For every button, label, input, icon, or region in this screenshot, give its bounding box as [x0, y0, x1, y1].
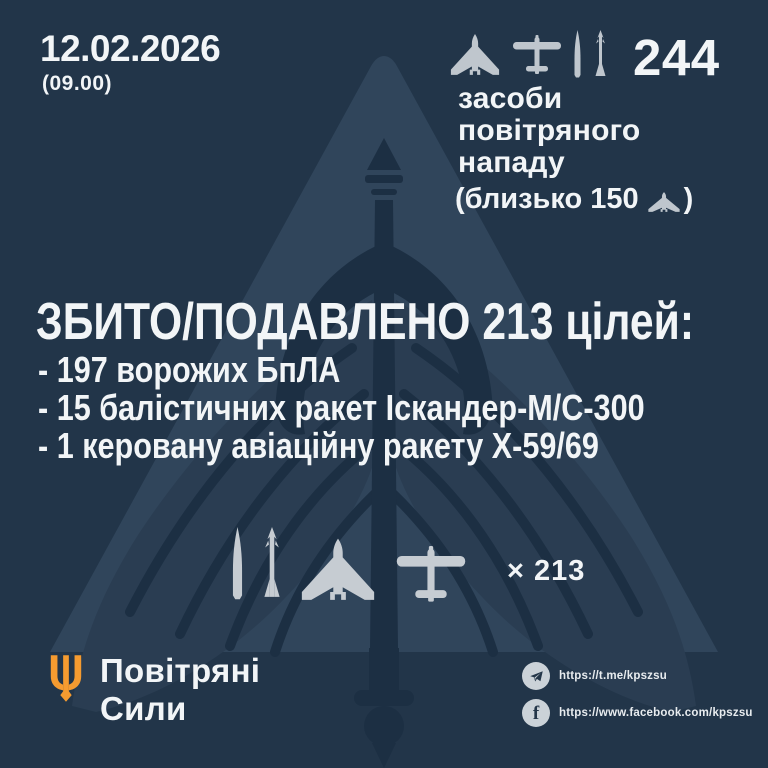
- report-date: 12.02.2026: [40, 28, 221, 69]
- targets-list-item-ballistic: - 15 балістичних ракет Іскандер-М/С-300: [38, 387, 645, 428]
- approx-suffix: ): [683, 183, 694, 215]
- approx-prefix: (близько 150: [455, 183, 639, 215]
- attack-means-label: [458, 83, 640, 179]
- brand-line1: Повітряні: [100, 652, 261, 689]
- air-force-brand: [100, 652, 260, 728]
- telegram-link-row[interactable]: [522, 662, 667, 690]
- approx-drones-line: [455, 183, 693, 216]
- report-time: (09.00): [42, 72, 113, 95]
- brand-line2: Сили: [100, 690, 187, 727]
- facebook-link-row[interactable]: [522, 699, 753, 727]
- targets-list-item-guided: - 1 керовану авіаційну ракету Х-59/69: [38, 425, 599, 466]
- ukraine-trident-icon: [47, 653, 85, 703]
- shahed-drone-icon: [297, 537, 379, 603]
- facebook-icon: f: [522, 699, 550, 727]
- telegram-icon: [522, 662, 550, 690]
- telegram-url[interactable]: https://t.me/kpszsu: [559, 670, 667, 682]
- destroyed-targets-row: [228, 527, 585, 603]
- attack-means-label-line3: нападу: [458, 146, 565, 179]
- targets-list-item-uavs: - 197 ворожих БпЛА: [38, 349, 341, 390]
- finned-missile-icon: [260, 527, 284, 603]
- attack-means-total: 244: [633, 28, 720, 86]
- shahed-drone-icon: [647, 192, 681, 214]
- finned-missile-icon: [593, 30, 608, 80]
- destroyed-count: × 213: [507, 554, 586, 587]
- headline-shot-down: ЗБИТО/ПОДАВЛЕНО 213 цілей:: [36, 293, 695, 351]
- shahed-drone-icon: [447, 33, 503, 77]
- attack-means-label-line1: засоби: [458, 82, 563, 115]
- ballistic-missile-icon: [228, 527, 247, 603]
- fixed-wing-plane-icon: [392, 546, 470, 603]
- attack-means-label-line2: повітряного: [458, 114, 641, 147]
- attack-means-summary: [447, 28, 720, 86]
- fixed-wing-plane-icon: [512, 35, 562, 75]
- ballistic-missile-icon: [571, 30, 584, 80]
- facebook-url[interactable]: https://www.facebook.com/kpszsu: [559, 707, 753, 719]
- targets-list: [38, 351, 752, 465]
